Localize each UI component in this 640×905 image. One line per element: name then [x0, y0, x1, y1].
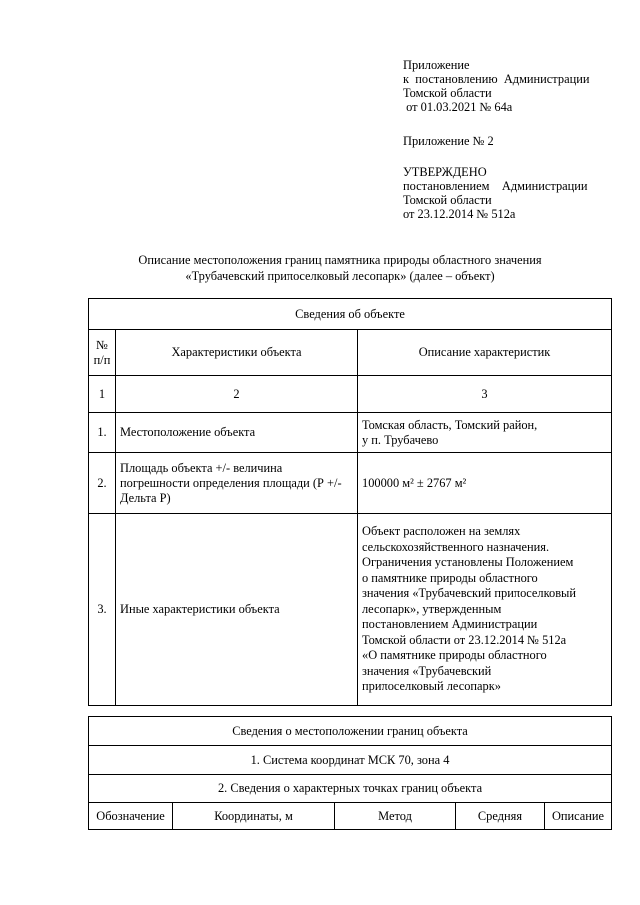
value-line: Объект расположен на землях [362, 524, 521, 539]
header-description: Описание характеристик [358, 330, 612, 376]
table-header-row [89, 803, 612, 830]
document-title-line-1: Описание местоположения границ памятника природы областного значения [138, 253, 542, 267]
table-numbering-row [89, 376, 612, 413]
value-line: Томской области от 23.12.2014 № 512а [362, 632, 567, 647]
value-line: значения «Трубачевский приποселковый [362, 586, 577, 601]
numbering-cell: 3 [358, 376, 612, 413]
appendix-line: к постановлению Администрации [403, 72, 590, 86]
points-caption: 2. Сведения о характерных точках границ объекта [89, 775, 612, 803]
row-value: 100000 м² ± 2767 м² [358, 453, 612, 514]
boundary-info-table [88, 716, 612, 830]
approved-header [403, 165, 588, 221]
appendix-number-text: Приложение № 2 [403, 134, 494, 148]
value-line: приποселковый лесопарк» [362, 679, 501, 694]
value-line: у п. Трубачево [362, 432, 439, 447]
value-line: сельскохозяйственного назначения. [362, 539, 550, 554]
coord-system: 1. Система координат МСК 70, зона 4 [89, 746, 612, 775]
row-name: Местоположение объекта [116, 413, 358, 453]
appendix-line: Приложение [403, 58, 470, 72]
col-designation: Обозначение [89, 803, 173, 830]
header-characteristics: Характеристики объекта [116, 330, 358, 376]
row-number: 3. [89, 514, 116, 706]
header-number: № п/п [89, 330, 116, 376]
col-description: Описание [545, 803, 612, 830]
col-coordinates: Координаты, м [173, 803, 335, 830]
boundary-table-caption: Сведения о местоположении границ объекта [89, 717, 612, 746]
row-name: Площадь объекта +/- величина погрешности определения площади (Р +/- Дельта Р) [116, 453, 358, 514]
col-average: Средняя [456, 803, 545, 830]
table-row [89, 514, 612, 706]
value-line: о памятнике природы областного [362, 570, 538, 585]
table-row [89, 453, 612, 514]
value-line: значения «Трубачевский [362, 663, 492, 678]
approved-line: постановлением Администрации [403, 179, 588, 193]
table-row [89, 413, 612, 453]
approved-line: от 23.12.2014 № 512а [403, 207, 516, 221]
row-name: Иные характеристики объекта [116, 514, 358, 706]
value-line: Ограничения установлены Положением [362, 555, 574, 570]
approved-line: УТВЕРЖДЕНО [403, 165, 487, 179]
row-number: 2. [89, 453, 116, 514]
value-line: постановлением Администрации [362, 617, 538, 632]
coord-system-row [89, 746, 612, 775]
approved-line: Томской области [403, 193, 492, 207]
table-caption-row [89, 299, 612, 330]
value-line: Томская область, Томский район, [362, 417, 538, 432]
appendix-line: Томской области [403, 86, 492, 100]
points-caption-row [89, 775, 612, 803]
table-caption-row [89, 717, 612, 746]
row-value [358, 514, 612, 706]
col-method: Метод [335, 803, 456, 830]
appendix-number [403, 134, 494, 148]
row-number: 1. [89, 413, 116, 453]
numbering-cell: 1 [89, 376, 116, 413]
appendix-line: от 01.03.2021 № 64а [403, 100, 513, 114]
value-line: «О памятнике природы областного [362, 648, 547, 663]
object-info-table [88, 298, 612, 706]
value-line: лесопарк», утвержденным [362, 601, 502, 616]
document-title-line-2: «Трубачевский приποселковый лесопарк» (далее – объект) [185, 269, 495, 283]
numbering-cell: 2 [116, 376, 358, 413]
row-value [358, 413, 612, 453]
table-header-row [89, 330, 612, 376]
appendix-header [403, 58, 589, 114]
object-table-caption: Сведения об объекте [89, 299, 612, 330]
